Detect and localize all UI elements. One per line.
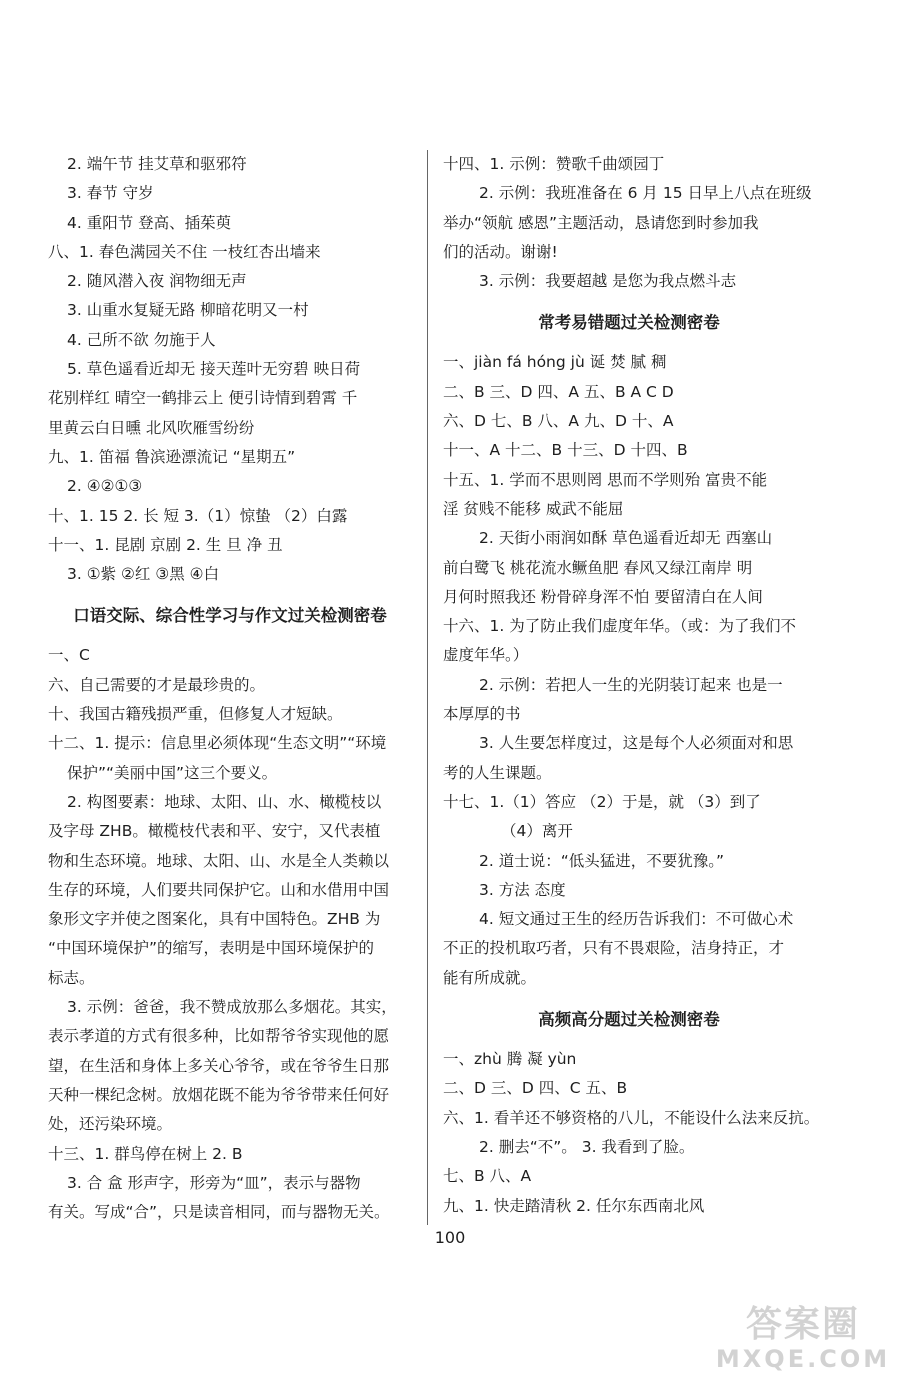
answer-line: 十六、1. 为了防止我们虚度年华。（或：为了我们不 [443, 617, 796, 636]
answer-line: 虚度年华。） [443, 646, 529, 665]
watermark-logo [715, 1300, 891, 1378]
answer-line: 一、C [48, 646, 90, 665]
answer-line: 十一、A 十二、B 十三、D 十四、B [443, 441, 688, 460]
answer-line: 标志。 [48, 968, 95, 987]
answer-line: 花别样红 晴空一鹤排云上 便引诗情到碧霄 千 [48, 389, 358, 408]
section-heading: 口语交际、综合性学习与作文过关检测密卷 [73, 606, 387, 626]
answer-line: 十、1. 15 2. 长 短 3.（1）惊蛰 （2）白露 [48, 506, 348, 525]
answer-line: 九、1. 快走踏清秋 2. 任尔东西南北风 [443, 1196, 705, 1215]
answer-line: 3. 山重水复疑无路 柳暗花明又一村 [67, 301, 309, 320]
answer-line: 3. 示例：爸爸，我不赞成放那么多烟花。其实， [67, 998, 397, 1017]
answer-line: 考的人生课题。 [443, 763, 552, 782]
answer-line: 六、自己需要的才是最珍贵的。 [48, 675, 266, 694]
answer-line: 2. 示例：若把人一生的光阴装订起来 也是一 [479, 675, 783, 694]
answer-line: 有关。写成“合”，只是读音相同，而与器物无关。 [48, 1203, 390, 1222]
answer-line: 十二、1. 提示：信息里必须体现“生态文明”“环境 [48, 734, 387, 753]
answer-line: 二、D 三、D 四、C 五、B [443, 1079, 628, 1098]
answer-line: 2. 端午节 挂艾草和驱邪符 [67, 155, 247, 173]
right-column [443, 150, 820, 1221]
answer-line: 3. ①紫 ②红 ③黑 ④白 [67, 565, 220, 584]
answer-line: 十五、1. 学而不思则罔 思而不学则殆 富贵不能 [443, 470, 768, 489]
answer-line: 十、我国古籍残损严重，但修复人才短缺。 [48, 705, 343, 724]
answer-line: 六、D 七、B 八、A 九、D 十、A [443, 412, 674, 431]
answer-line: 望，在生活和身体上多关心爷爷，或在爷爷生日那 [48, 1056, 390, 1075]
left-column [48, 150, 412, 1227]
answer-line: 举办“领航 感恩”主题活动，恳请您到时参加我 [443, 213, 759, 232]
answer-line: 本厚厚的书 [443, 705, 521, 724]
answer-line: 能有所成就。 [443, 968, 537, 987]
answer-line: 2. 道士说：“低头猛进，不要犹豫。” [479, 851, 725, 870]
answer-line: 九、1. 笛福 鲁滨逊漂流记 “星期五” [48, 447, 296, 466]
answer-line: 天种一棵纪念树。放烟花既不能为爷爷带来任何好 [48, 1085, 390, 1104]
section-heading: 高频高分题过关检测密卷 [538, 1010, 720, 1030]
answer-line: 月何时照我还 粉骨碎身浑不怕 要留清白在人间 [443, 587, 763, 606]
answer-line: 十四、1. 示例：赞歌千曲颂园丁 [443, 155, 665, 173]
answer-line: 3. 春节 守岁 [67, 184, 154, 203]
answer-line: 生存的环境，人们要共同保护它。山和水借用中国 [48, 880, 390, 899]
watermark-bottom: MXQE.COM [715, 1345, 891, 1373]
answer-line: 十三、1. 群鸟停在树上 2. B [48, 1144, 243, 1163]
answer-line: 2. 构图要素：地球、太阳、山、水、橄榄枝以 [67, 792, 382, 811]
answer-line: 5. 草色遥看近却无 接天莲叶无穷碧 映日荷 [67, 360, 361, 379]
answer-line: 一、zhù 腾 凝 yùn [443, 1050, 577, 1069]
answer-line: 2. 示例：我班准备在 6 月 15 日早上八点在班级 [479, 184, 812, 203]
answer-line: 不正的投机取巧者，只有不畏艰险，洁身持正，才 [443, 939, 785, 958]
answer-line: 3. 示例：我要超越 是您为我点燃斗志 [479, 272, 737, 291]
answer-line: （4）离开 [501, 822, 573, 841]
answer-line: 六、1. 看羊还不够资格的八儿，不能设什么法来反抗。 [443, 1108, 820, 1127]
answer-line: 4. 短文通过王生的经历告诉我们：不可做心术 [479, 910, 794, 929]
answer-line: 物和生态环境。地球、太阳、山、水是全人类赖以 [48, 851, 390, 870]
answer-line: 及字母 ZHB。橄榄枝代表和平、安宁，又代表植 [48, 822, 381, 841]
column-divider [427, 150, 428, 1225]
section-heading: 常考易错题过关检测密卷 [538, 313, 720, 333]
answer-line: 处，还污染环境。 [48, 1115, 173, 1134]
answer-line: 2. 天街小雨润如酥 草色遥看近却无 西塞山 [479, 529, 773, 548]
answer-line: 2. 随风潜入夜 润物细无声 [67, 272, 247, 291]
answer-line: 十七、1.（1）答应 （2）于是，就 （3）到了 [443, 792, 761, 811]
answer-line: 保护”“美丽中国”这三个要义。 [67, 763, 278, 782]
answer-line: 3. 人生要怎样度过，这是每个人必须面对和思 [479, 734, 794, 753]
answer-line: 一、jiàn fá hóng jù 诞 焚 腻 稠 [443, 353, 667, 372]
answer-line: 淫 贫贱不能移 威武不能屈 [443, 499, 624, 518]
answer-line: 里黄云白日曛 北风吹雁雪纷纷 [48, 418, 255, 437]
answer-line: 七、B 八、A [443, 1167, 532, 1186]
answer-line: 3. 方法 态度 [479, 880, 566, 899]
answer-line: 2. ④②①③ [67, 477, 143, 496]
answer-line: 们的活动。谢谢! [443, 242, 558, 261]
answer-line: 3. 合 盒 形声字，形旁为“皿”，表示与器物 [67, 1173, 361, 1192]
watermark-top: 答案圈 [745, 1304, 860, 1345]
answer-line: 十一、1. 昆剧 京剧 2. 生 旦 净 丑 [48, 535, 283, 554]
answer-line: 二、B 三、D 四、A 五、B A C D [443, 382, 674, 401]
answer-line: 前白鹭飞 桃花流水鳜鱼肥 春风又绿江南岸 明 [443, 558, 753, 577]
answer-line: 4. 己所不欲 勿施于人 [67, 330, 216, 349]
answer-line: 表示孝道的方式有很多种，比如帮爷爷实现他的愿 [48, 1027, 390, 1046]
answer-line: 2. 删去“不”。 3. 我看到了脸。 [479, 1137, 695, 1156]
answer-line: 象形文字并使之图案化，具有中国特色。ZHB 为 [48, 910, 381, 929]
answer-line: “中国环境保护”的缩写，表明是中国环境保护的 [48, 939, 375, 958]
answer-line: 八、1. 春色满园关不住 一枝红杏出墙来 [48, 242, 321, 261]
page-number: 100 [434, 1228, 466, 1247]
answer-line: 4. 重阳节 登高、插茱萸 [67, 213, 232, 232]
